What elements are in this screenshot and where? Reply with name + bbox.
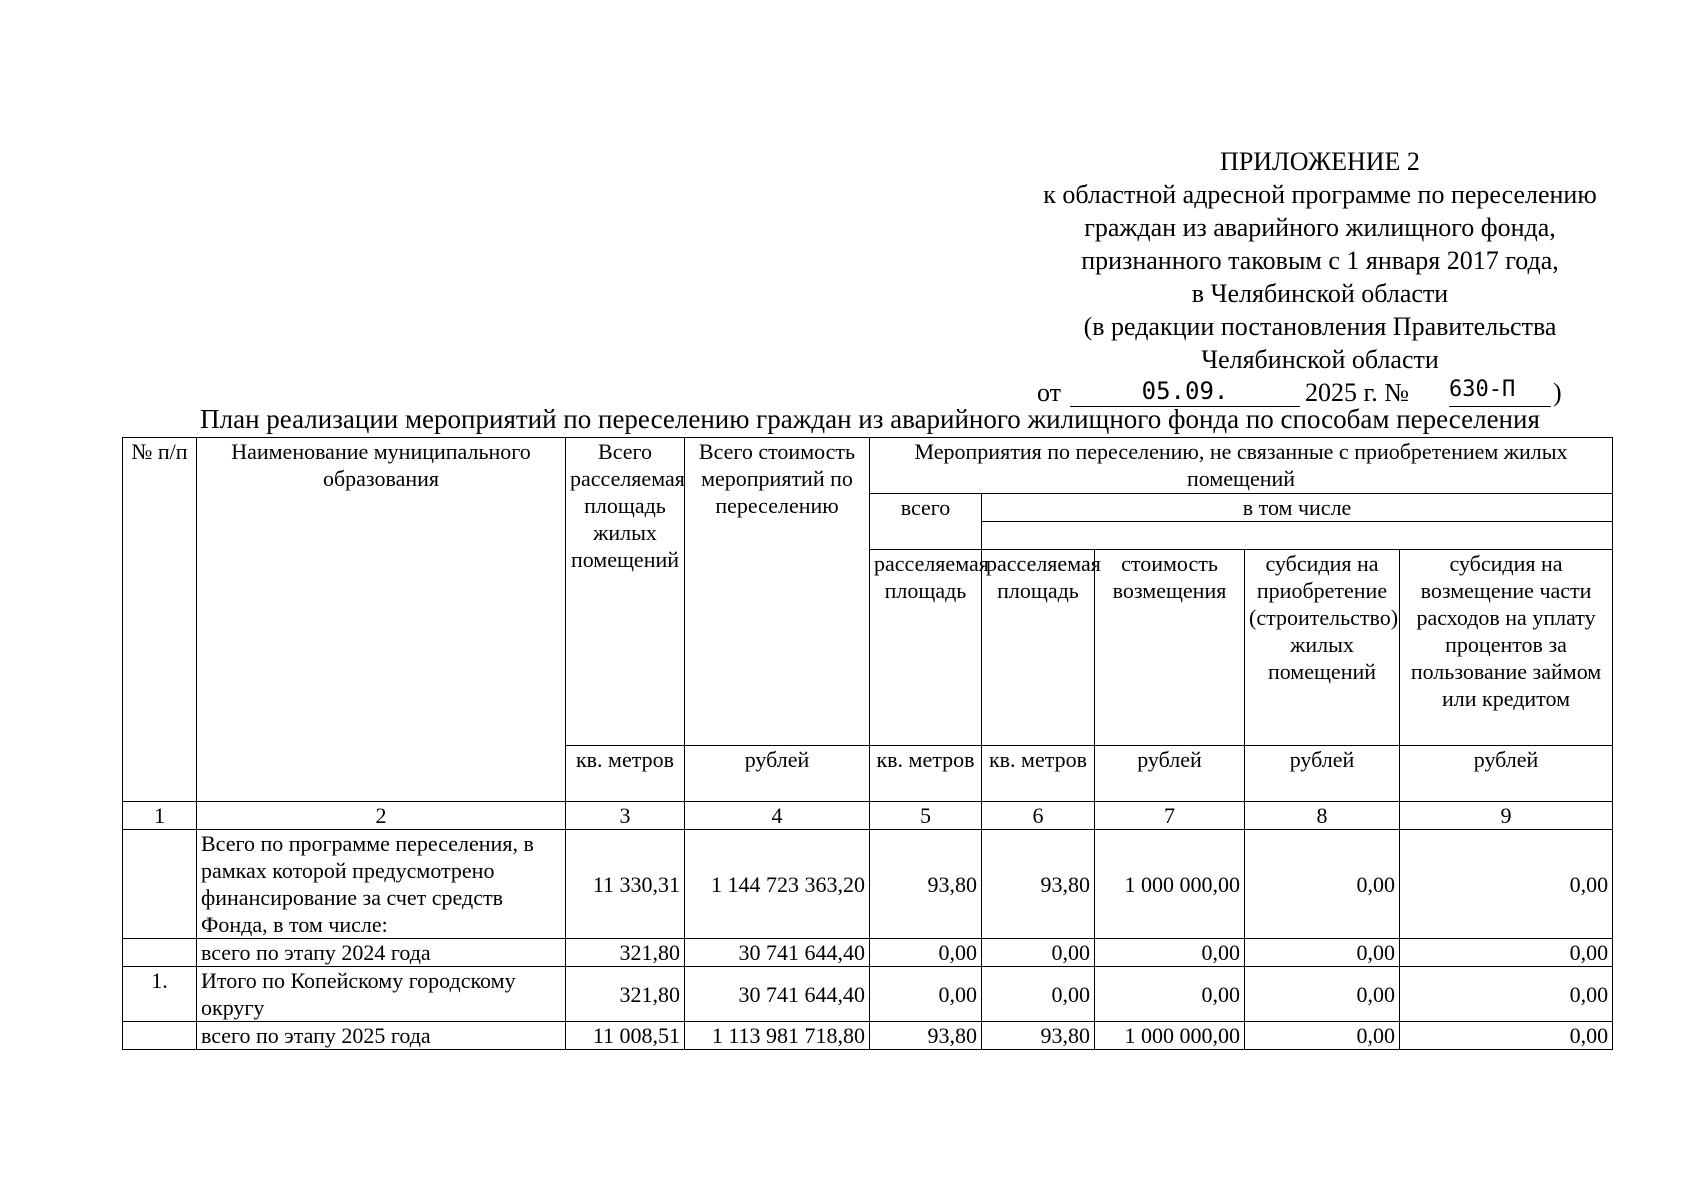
plan-title: План реализации мероприятий по переселению граждан из аварийного жилищного фонда по способам переселения [200,404,1540,434]
unit-cell: кв. метров [870,746,982,802]
table-row [123,1022,1613,1050]
resolution-number: 630-П [1449,380,1551,407]
row-total-cost: 1 113 981 718,80 [685,1022,870,1050]
resolution-year: 2025 г. № [1305,378,1410,407]
row-num [123,939,197,967]
resolution-date: 05.09. [1070,380,1300,407]
row-subsidy-interest: 0,00 [1400,939,1613,967]
header-total-cost: Всего стоимость мероприятий по переселению [685,438,870,746]
row-total-area: 321,80 [566,939,685,967]
row-area-total: 0,00 [870,939,982,967]
row-compensation-cost: 1 000 000,00 [1095,1022,1245,1050]
column-number: 5 [870,802,982,830]
appendix-line: признанного таковым с 1 января 2017 года, [1081,246,1559,275]
date-prefix: от [1037,378,1062,407]
row-subsidy-purchase: 0,00 [1245,939,1400,967]
table-row [123,967,1613,1022]
header-total-area: Всего расселяемая площадь жилых помещений [566,438,685,746]
row-name: Всего по программе переселения, в рамках которой предусмотрено финансирование за счет средств Фонда, в том числе: [197,830,566,939]
row-subsidy-interest: 0,00 [1400,830,1613,939]
header-compensation-cost: стоимость возмещения [1095,550,1245,746]
unit-cell: рублей [1095,746,1245,802]
header-num: № п/п [123,438,197,802]
header-spacer [982,522,1613,550]
resettlement-plan-table [122,437,1613,1050]
appendix-header [975,145,1665,409]
column-number: 3 [566,802,685,830]
row-num [123,1022,197,1050]
row-name: всего по этапу 2024 года [197,939,566,967]
row-total-area: 11 008,51 [566,1022,685,1050]
header-subsidy-interest: субсидия на возмещение части расходов на уплату процентов за пользование займом или кредитом [1400,550,1613,746]
header-resettled-area: расселяемая площадь [870,550,982,746]
table-row [123,830,1613,939]
table-row [123,939,1613,967]
row-compensation-cost: 0,00 [1095,939,1245,967]
column-number: 7 [1095,802,1245,830]
row-subsidy-purchase: 0,00 [1245,830,1400,939]
row-area-total: 93,80 [870,830,982,939]
row-area-total: 0,00 [870,967,982,1022]
unit-cell: рублей [1245,746,1400,802]
appendix-title: ПРИЛОЖЕНИЕ 2 [1220,147,1420,176]
column-number: 8 [1245,802,1400,830]
row-subsidy-purchase: 0,00 [1245,967,1400,1022]
row-compensation-cost: 1 000 000,00 [1095,830,1245,939]
row-area-total: 93,80 [870,1022,982,1050]
unit-cell: кв. метров [982,746,1095,802]
row-resettled-area: 0,00 [982,967,1095,1022]
row-resettled-area: 0,00 [982,939,1095,967]
row-num: 1. [123,967,197,1022]
row-resettled-area: 93,80 [982,1022,1095,1050]
column-number: 9 [1400,802,1613,830]
row-total-cost: 30 741 644,40 [685,967,870,1022]
header-including: в том числе [982,494,1613,522]
header-subsidy-purchase: субсидия на приобретение (строительство) жилых помещений [1245,550,1400,746]
unit-cell: рублей [1400,746,1613,802]
row-subsidy-interest: 0,00 [1400,1022,1613,1050]
unit-cell: кв. метров [566,746,685,802]
appendix-line: граждан из аварийного жилищного фонда, [1084,213,1556,242]
unit-cell: рублей [685,746,870,802]
row-name: всего по этапу 2025 года [197,1022,566,1050]
row-total-area: 11 330,31 [566,830,685,939]
column-number: 1 [123,802,197,830]
row-subsidy-interest: 0,00 [1400,967,1613,1022]
appendix-line: в Челябинской области [1191,279,1449,308]
row-compensation-cost: 0,00 [1095,967,1245,1022]
header-total: всего [870,494,982,550]
header-resettled-area: расселяемая площадь [982,550,1095,746]
row-total-cost: 30 741 644,40 [685,939,870,967]
column-number: 6 [982,802,1095,830]
header-municipality-name: Наименование муниципального образования [197,438,566,802]
row-total-area: 321,80 [566,967,685,1022]
row-total-cost: 1 144 723 363,20 [685,830,870,939]
row-resettled-area: 93,80 [982,830,1095,939]
appendix-line: Челябинской области [1201,345,1439,374]
appendix-line: к областной адресной программе по переселению [1043,180,1597,209]
closing-paren: ) [1553,378,1562,407]
row-subsidy-purchase: 0,00 [1245,1022,1400,1050]
row-name: Итого по Копейскому городскому округу [197,967,566,1022]
header-measures: Мероприятия по переселению, не связанные с приобретением жилых помещений [870,438,1613,494]
appendix-line: (в редакции постановления Правительства [1083,312,1557,341]
column-number: 4 [685,802,870,830]
row-num [123,830,197,939]
column-number-row [123,802,1613,830]
column-number: 2 [197,802,566,830]
